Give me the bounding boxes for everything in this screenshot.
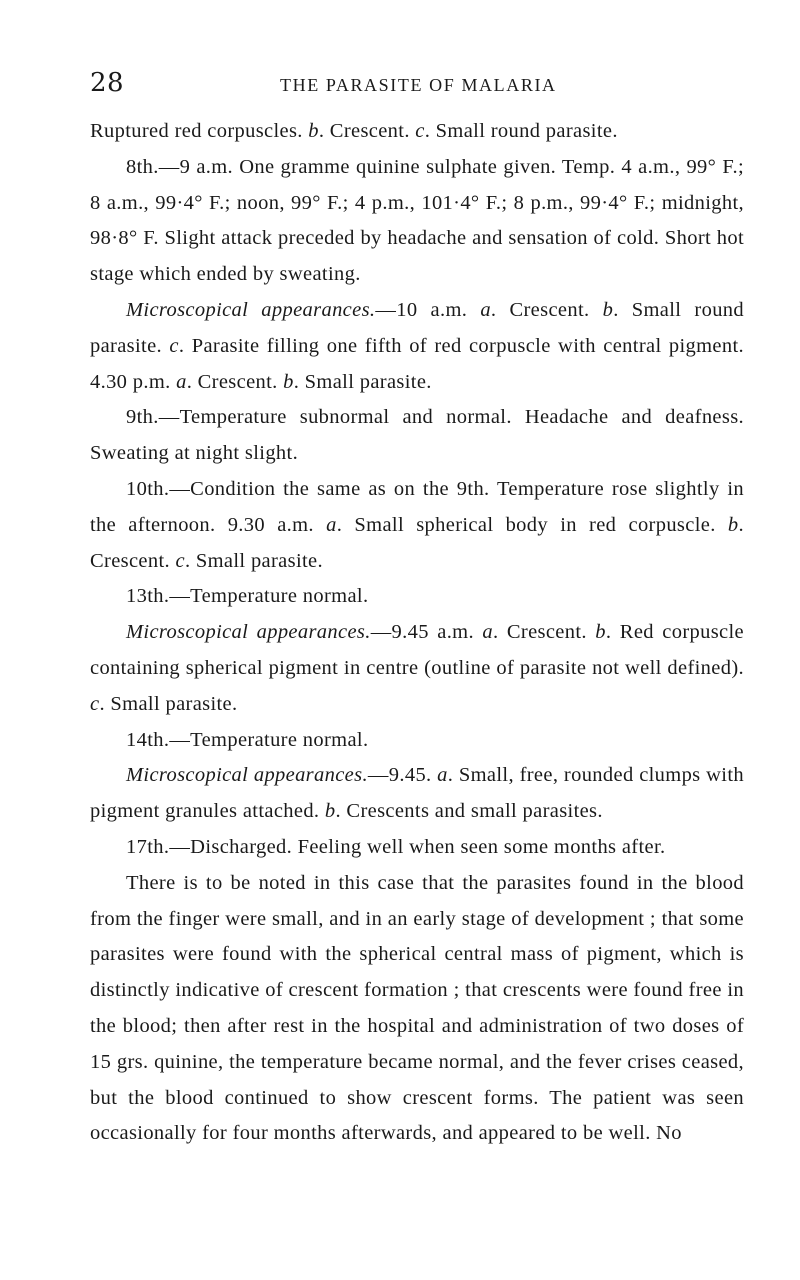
- paragraph-8th: 8th.—9 a.m. One gramme quinine sulphate given. Temp. 4 a.m., 99° F.; 8 a.m., 99·4° F.; noon, 99° F.; 4 p.m., 101·4° F.; 8 p.m., 99·4° F.; midnight, 98·8° F. Slight attack preceded by headache and sensation of cold. Short hot stage which ended by sweating.: [90, 155, 744, 286]
- paragraph-microscopical-8th: Microscopical appearances.—10 a.m. a. Crescent. b. Small round parasite. c. Parasite filling one fifth of red corpuscle with central pigment. 4.30 p.m. a. Crescent. b. Small parasite.: [90, 298, 745, 393]
- page-number: 28: [90, 68, 125, 98]
- running-head: THE PARASITE OF MALARIA: [280, 75, 557, 95]
- page-header: [90, 68, 744, 108]
- paragraph-10th: 10th.—Condition the same as on the 9th. Temperature rose slightly in the afternoon. 9.30 a.m. a. Small spherical body in red corpuscle. b. Crescent. c. Small parasite.: [90, 477, 744, 572]
- paragraph-13th: 13th.—Temperature normal.: [126, 585, 369, 608]
- paragraph-microscopical-13th: Microscopical appearances.—9.45 a.m. a. Crescent. b. Red corpuscle containing spherical pigment in centre (outline of parasite not well defined). c. Small parasite.: [90, 621, 744, 715]
- paragraph-14th: 14th.—Temperature normal.: [126, 728, 369, 751]
- paragraph-9th: 9th.—Temperature subnormal and normal. Headache and deafness. Sweating at night slight.: [90, 406, 744, 465]
- paragraph-microscopical-14th: Microscopical appearances.—9.45. a. Small, free, rounded clumps with pigment granules attached. b. Crescents and small parasites.: [90, 764, 744, 823]
- paragraph-continuation: Ruptured red corpuscles. b. Crescent. c. Small round parasite.: [90, 120, 618, 142]
- body-text: [90, 114, 744, 1152]
- paragraph-17th: 17th.—Discharged. Feeling well when seen some months after.: [126, 835, 666, 858]
- paragraph-summary: There is to be noted in this case that the parasites found in the blood from the finger were small, and in an early stage of development ; that some parasites were found with the spherical central mass of pigment, which is distinctly indicative of crescent formation ; that crescents were found free in the blood; then after rest in the hospital and administration of two doses of 15 grs. quinine, the temperature became normal, and the fever crises ceased, but the blood continued to show crescent forms. The patient was seen occasionally for four months afterwards, and appeared to be well. No: [90, 871, 744, 1145]
